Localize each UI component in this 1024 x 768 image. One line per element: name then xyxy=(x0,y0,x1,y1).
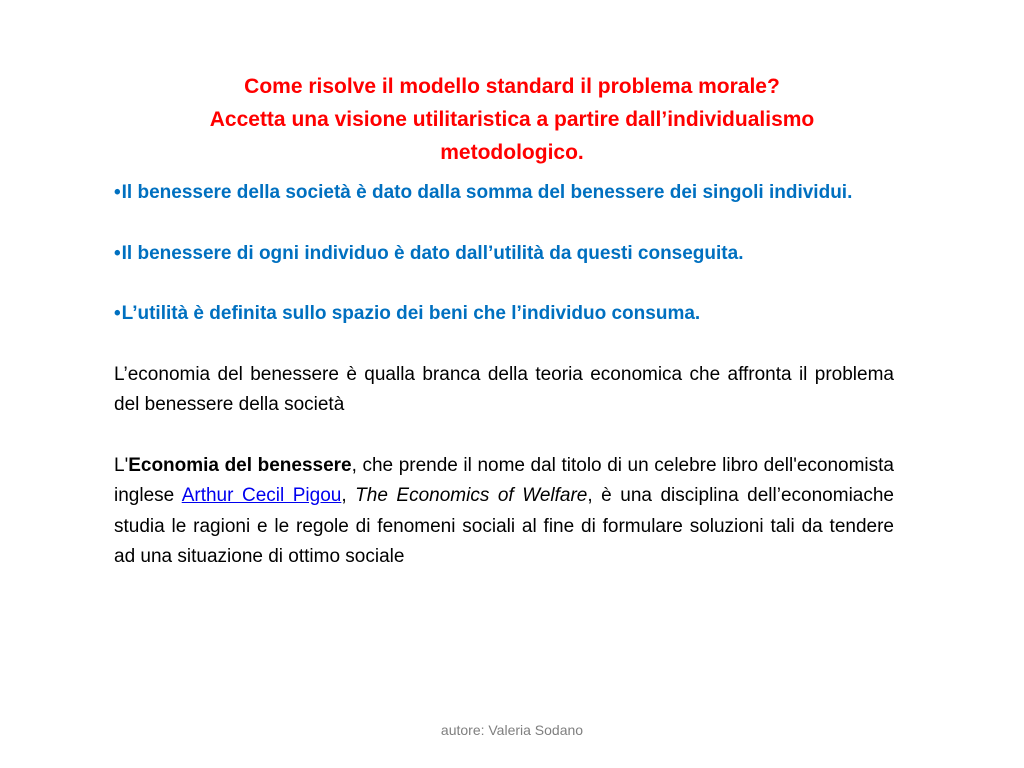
paragraph-prefix: L' xyxy=(114,454,129,476)
bold-term: Economia del benessere xyxy=(128,454,352,476)
bullet-item xyxy=(114,178,894,209)
title-line-1: Come risolve il modello standard il problema morale? xyxy=(244,75,780,98)
paragraph-welfare-economics: L’economia del benessere è qualla branca della teoria economica che affronta il problema del benessere della società xyxy=(114,363,894,415)
bullet-dot-icon: • xyxy=(114,242,121,264)
bullet-text: Il benessere di ogni individuo è dato dall’utilità da questi conseguita. xyxy=(121,242,744,264)
bullet-item xyxy=(114,299,894,330)
footer-author: autore: Valeria Sodano xyxy=(440,722,584,738)
slide-content xyxy=(114,178,894,573)
pigou-link[interactable]: Arthur Cecil Pigou xyxy=(181,485,342,506)
bullet-dot-icon: • xyxy=(114,182,121,203)
slide-title xyxy=(110,70,914,169)
bullet-item xyxy=(114,239,894,270)
bullet-text: Il benessere della società è dato dalla somma del benessere dei singoli individui. xyxy=(121,182,853,203)
book-title: The Economics of Welfare xyxy=(355,485,588,506)
title-line-3: metodologico. xyxy=(440,141,584,164)
bullet-dot-icon: • xyxy=(114,303,121,324)
comma: , xyxy=(341,485,356,506)
paragraph-text: , che prende il nome dal titolo di un celebre libro dell'economista inglese xyxy=(114,454,894,506)
bullet-text: L’utilità è definita sullo spazio dei beni che l’individuo consuma. xyxy=(121,303,701,324)
paragraph-text: , è una disciplina dell’economiache studia le ragioni e le regole di fenomeni sociali al fine di formulare soluzioni tali da tendere ad una situazione di ottimo sociale xyxy=(114,485,894,567)
title-line-2: Accetta una visione utilitaristica a partire dall’individualismo xyxy=(209,108,815,131)
paragraph-pigou xyxy=(114,451,894,573)
